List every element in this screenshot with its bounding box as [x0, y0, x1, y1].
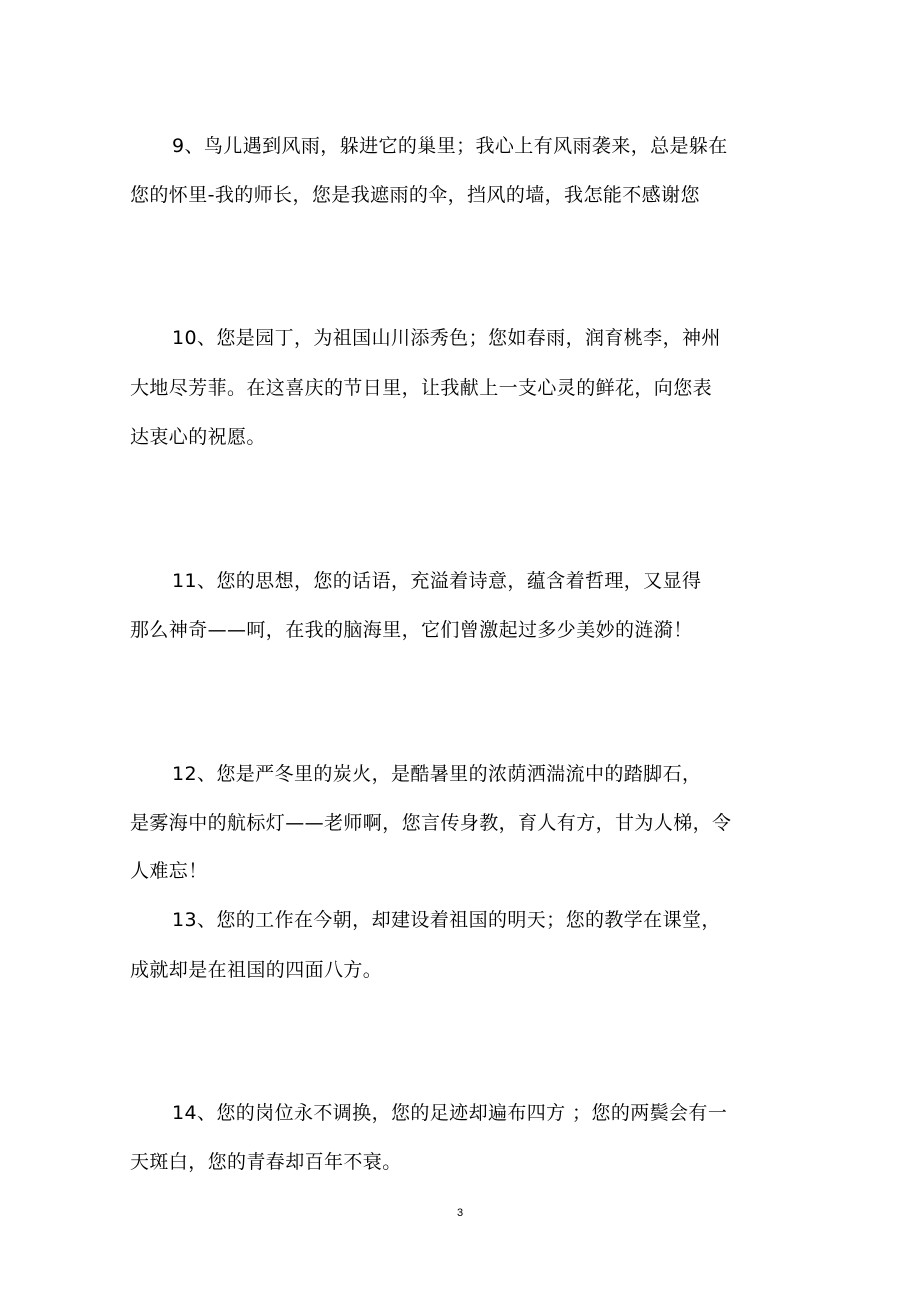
paragraph-10-line-3: 达衷心的祝愿。 — [130, 426, 266, 448]
paragraph-14-line-1: 14、您的岗位永不调换，您的足迹却遍布四方 ；您的两鬓会有一 — [172, 1102, 728, 1124]
paragraph-12-line-1: 12、您是严冬里的炭火，是酷暑里的浓荫洒湍流中的踏脚石， — [172, 763, 702, 785]
paragraph-13-line-1: 13、您的工作在今朝，却建设着祖国的明天；您的教学在课堂， — [172, 909, 721, 931]
paragraph-12-line-3: 人难忘！ — [130, 860, 208, 882]
paragraph-10-line-2: 大地尽芳菲。在这喜庆的节日里，让我献上一支心灵的鲜花，向您表 — [130, 377, 713, 399]
paragraph-11-line-1: 11、您的思想，您的话语，充溢着诗意，蕴含着哲理，又显得 — [172, 570, 702, 592]
page-number: 3 — [456, 1207, 464, 1219]
paragraph-9-line-2: 您的怀里-我的师长，您是我遮雨的伞，挡风的墙，我怎能不感谢您 — [130, 184, 700, 206]
paragraph-14-line-2: 天斑白，您的青春却百年不衰。 — [130, 1151, 402, 1173]
paragraph-10-line-1: 10、您是园丁，为祖国山川添秀色；您如春雨，润育桃李，神州 — [172, 327, 721, 349]
paragraph-11-line-2: 那么神奇——呵，在我的脑海里，它们曾激起过多少美妙的涟漪！ — [130, 619, 693, 641]
paragraph-12-line-2: 是雾海中的航标灯——老师啊，您言传身教，育人有方，甘为人梯，令 — [130, 812, 732, 834]
paragraph-9-line-1: 9、鸟儿遇到风雨，躲进它的巢里；我心上有风雨袭来，总是躲在 — [172, 135, 728, 157]
paragraph-13-line-2: 成就却是在祖国的四面八方。 — [130, 959, 383, 981]
